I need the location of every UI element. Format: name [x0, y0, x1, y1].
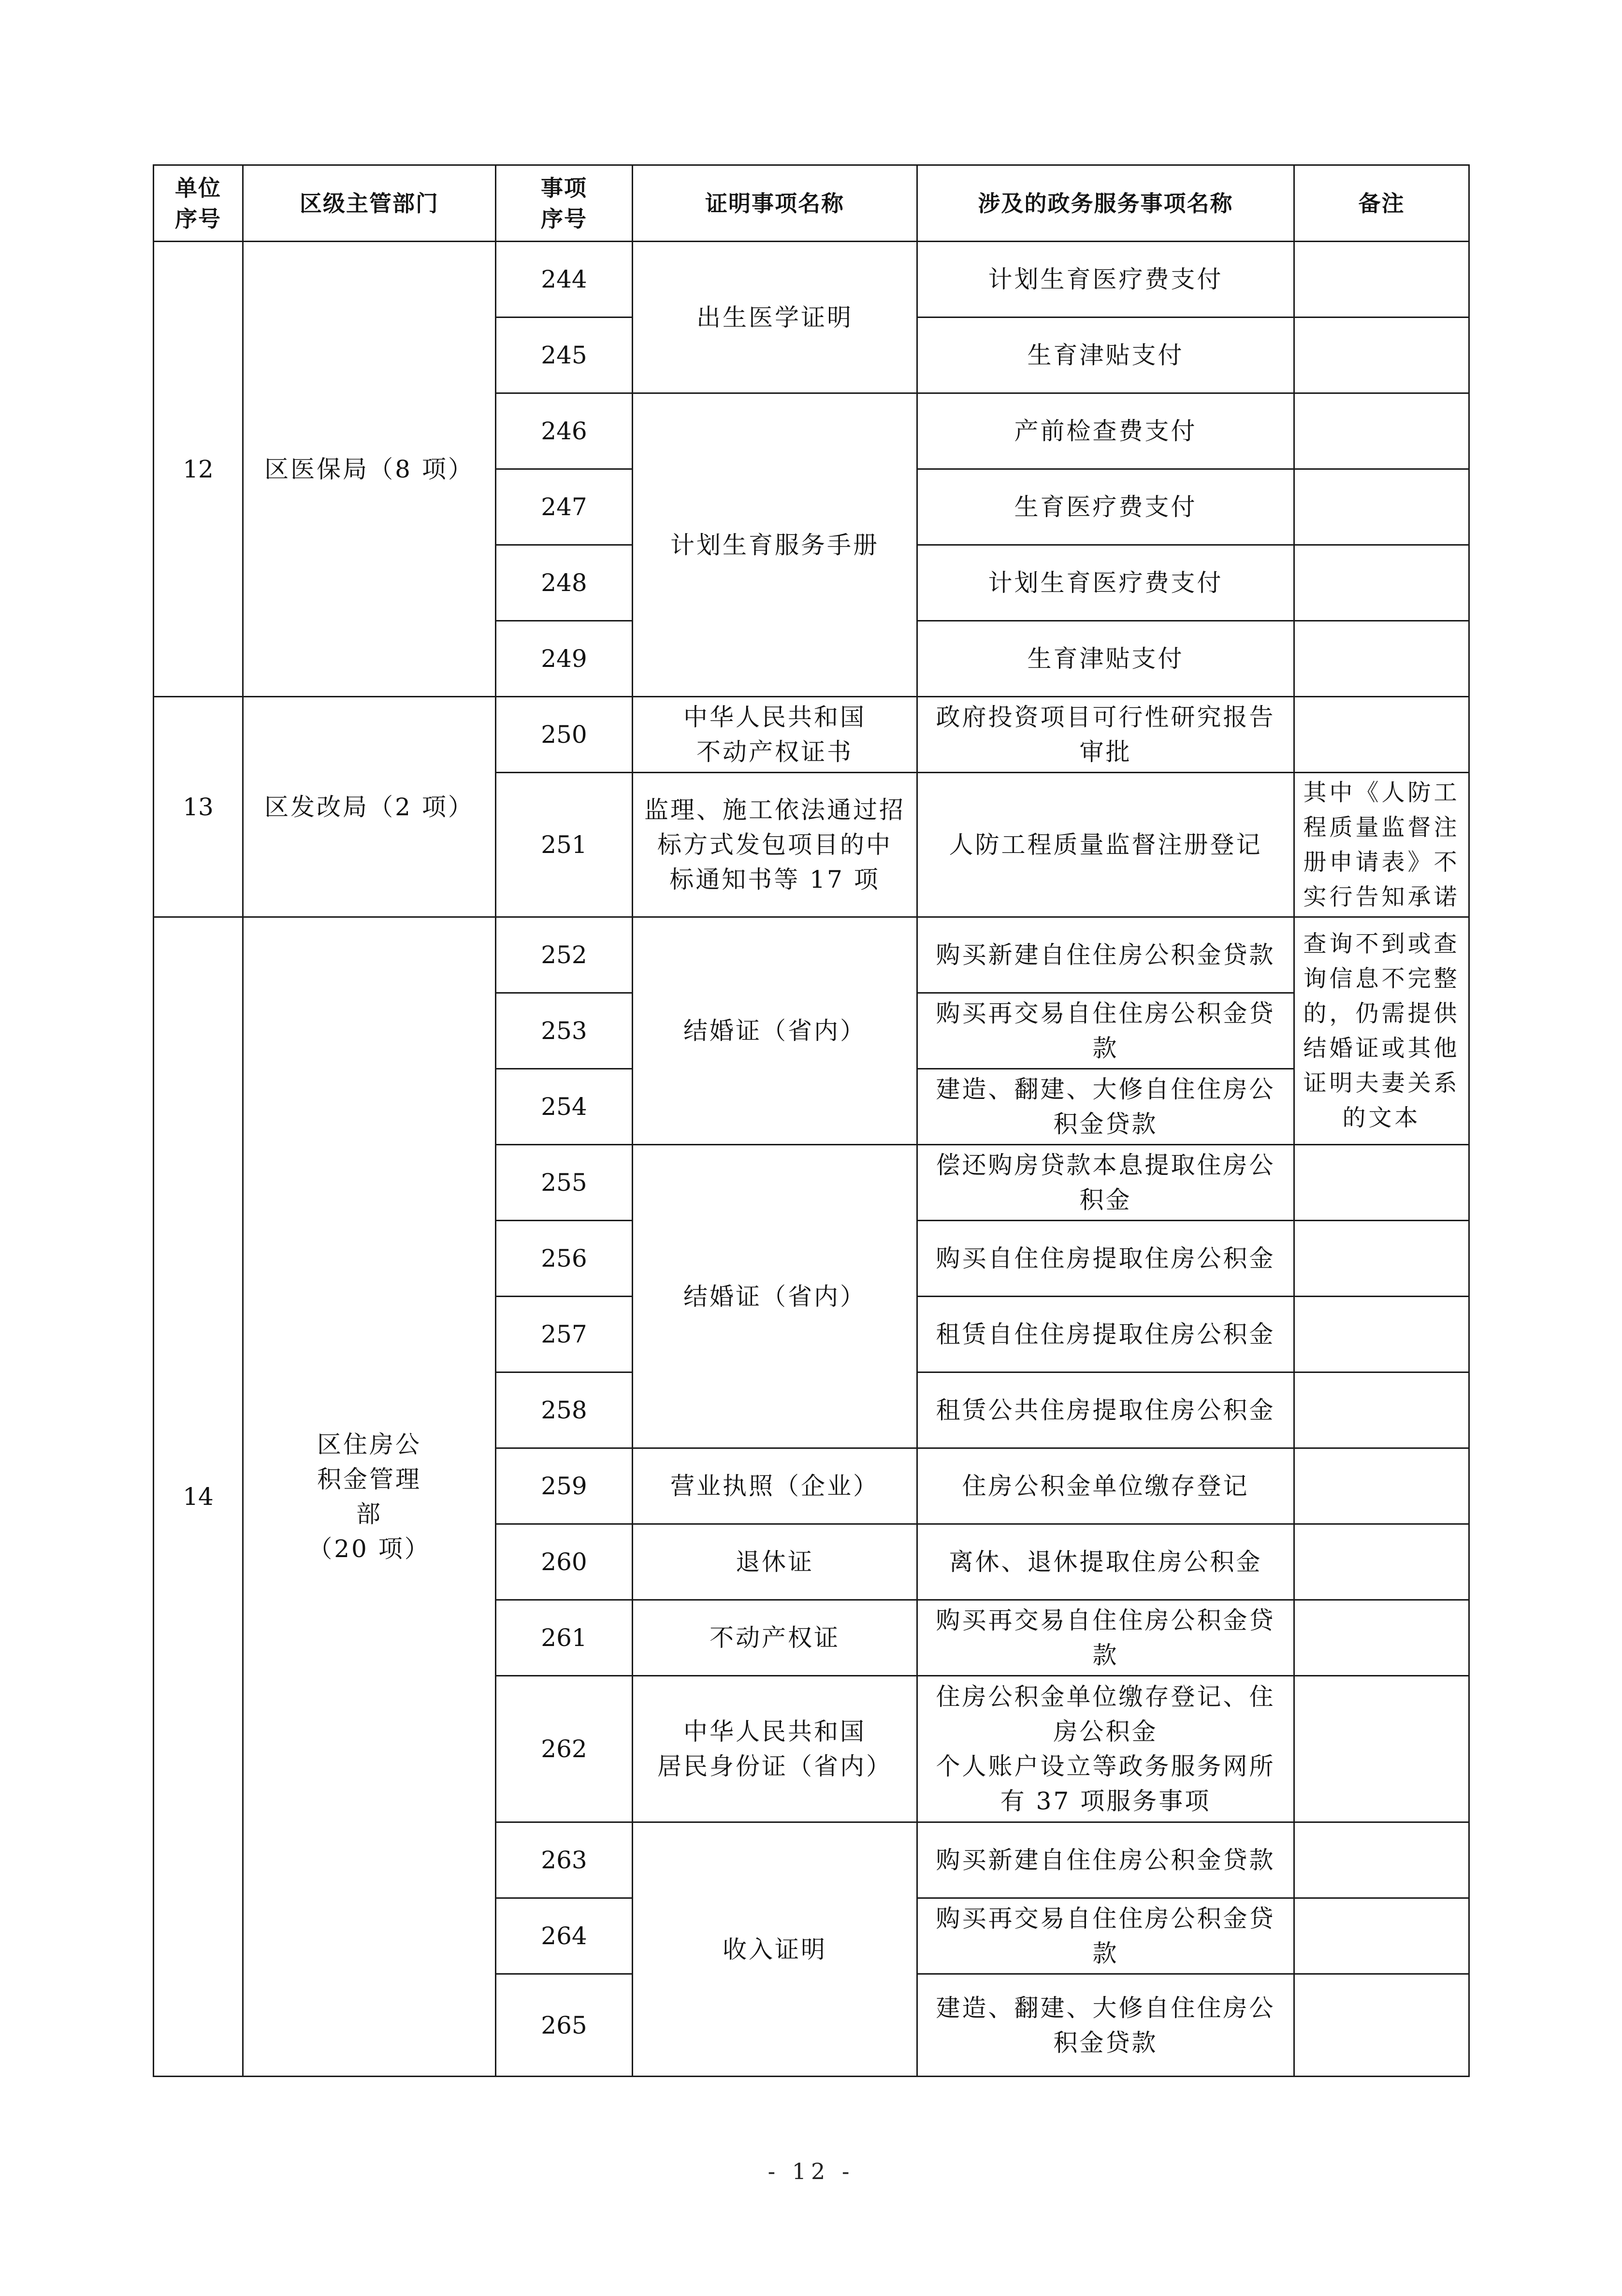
service-cell: 建造、翻建、大修自住住房公 积金贷款	[917, 1974, 1294, 2077]
remarks-cell	[1294, 1974, 1469, 2077]
service-cell: 计划生育医疗费支付	[917, 242, 1294, 318]
remarks-cell: 其中《人防工 程质量监督注 册申请表》不 实行告知承诺	[1294, 773, 1469, 917]
unit-no-cell: 14	[154, 917, 243, 2077]
remarks-cell	[1294, 545, 1469, 621]
remarks-cell	[1294, 393, 1469, 469]
department-cell: 区发改局（2 项）	[243, 697, 496, 917]
item-no-cell: 248	[496, 545, 633, 621]
unit-no-cell: 13	[154, 697, 243, 917]
certificate-cell: 中华人民共和国 居民身份证（省内）	[633, 1676, 917, 1822]
service-cell: 离休、退休提取住房公积金	[917, 1524, 1294, 1600]
service-cell: 购买再交易自住住房公积金贷 款	[917, 1600, 1294, 1676]
remarks-cell	[1294, 1297, 1469, 1372]
page-number: - 12 -	[768, 2158, 854, 2184]
table-row	[154, 917, 1469, 993]
service-cell: 生育医疗费支付	[917, 469, 1294, 545]
item-no-cell: 260	[496, 1524, 633, 1600]
service-cell: 建造、翻建、大修自住住房公 积金贷款	[917, 1069, 1294, 1145]
remarks-cell	[1294, 1524, 1469, 1600]
item-no-cell: 244	[496, 242, 633, 318]
remarks-cell	[1294, 621, 1469, 697]
department-cell: 区住房公 积金管理 部 （20 项）	[243, 917, 496, 2077]
service-cell: 计划生育医疗费支付	[917, 545, 1294, 621]
certificate-cell: 中华人民共和国 不动产权证书	[633, 697, 917, 773]
item-no-cell: 247	[496, 469, 633, 545]
item-no-cell: 259	[496, 1448, 633, 1524]
service-cell: 住房公积金单位缴存登记	[917, 1448, 1294, 1524]
certification-matters-table	[153, 164, 1470, 2077]
remarks-cell	[1294, 469, 1469, 545]
department-cell: 区医保局（8 项）	[243, 242, 496, 697]
certificate-cell: 结婚证（省内）	[633, 917, 917, 1145]
service-cell: 住房公积金单位缴存登记、住 房公积金 个人账户设立等政务服务网所 有 37 项服务事项	[917, 1676, 1294, 1822]
remarks-cell	[1294, 1600, 1469, 1676]
item-no-cell: 250	[496, 697, 633, 773]
remarks-cell	[1294, 697, 1469, 773]
certificate-cell: 出生医学证明	[633, 242, 917, 393]
remarks-cell: 查询不到或查 询信息不完整 的，仍需提供 结婚证或其他 证明夫妻关系 的文本	[1294, 917, 1469, 1145]
item-no-cell: 262	[496, 1676, 633, 1822]
remarks-cell	[1294, 242, 1469, 318]
certificate-cell: 计划生育服务手册	[633, 393, 917, 697]
service-cell: 购买再交易自住住房公积金贷 款	[917, 993, 1294, 1069]
service-cell: 购买新建自住住房公积金贷款	[917, 917, 1294, 993]
service-cell: 政府投资项目可行性研究报告 审批	[917, 697, 1294, 773]
remarks-cell	[1294, 1676, 1469, 1822]
certificate-cell: 结婚证（省内）	[633, 1145, 917, 1448]
service-cell: 生育津贴支付	[917, 621, 1294, 697]
service-cell: 租赁公共住房提取住房公积金	[917, 1372, 1294, 1448]
header-row	[154, 165, 1469, 242]
table-row	[154, 697, 1469, 773]
item-no-cell: 257	[496, 1297, 633, 1372]
item-no-cell: 245	[496, 318, 633, 393]
item-no-cell: 253	[496, 993, 633, 1069]
header-item-no: 事项 序号	[496, 165, 633, 242]
service-cell: 人防工程质量监督注册登记	[917, 773, 1294, 917]
certificate-cell: 退休证	[633, 1524, 917, 1600]
certificate-cell: 监理、施工依法通过招 标方式发包项目的中 标通知书等 17 项	[633, 773, 917, 917]
header-remarks: 备注	[1294, 165, 1469, 242]
service-cell: 生育津贴支付	[917, 318, 1294, 393]
header-department: 区级主管部门	[243, 165, 496, 242]
item-no-cell: 254	[496, 1069, 633, 1145]
item-no-cell: 255	[496, 1145, 633, 1221]
item-no-cell: 258	[496, 1372, 633, 1448]
service-cell: 购买再交易自住住房公积金贷 款	[917, 1898, 1294, 1974]
item-no-cell: 249	[496, 621, 633, 697]
certificate-cell: 不动产权证	[633, 1600, 917, 1676]
unit-no-cell: 12	[154, 242, 243, 697]
header-service: 涉及的政务服务事项名称	[917, 165, 1294, 242]
item-no-cell: 264	[496, 1898, 633, 1974]
item-no-cell: 265	[496, 1974, 633, 2077]
service-cell: 租赁自住住房提取住房公积金	[917, 1297, 1294, 1372]
item-no-cell: 252	[496, 917, 633, 993]
header-unit-no: 单位 序号	[154, 165, 243, 242]
remarks-cell	[1294, 1448, 1469, 1524]
service-cell: 购买自住住房提取住房公积金	[917, 1221, 1294, 1297]
table-row	[154, 242, 1469, 318]
remarks-cell	[1294, 1898, 1469, 1974]
remarks-cell	[1294, 318, 1469, 393]
item-no-cell: 246	[496, 393, 633, 469]
service-cell: 购买新建自住住房公积金贷款	[917, 1822, 1294, 1898]
certificate-cell: 收入证明	[633, 1822, 917, 2077]
service-cell: 产前检查费支付	[917, 393, 1294, 469]
remarks-cell	[1294, 1822, 1469, 1898]
certificate-cell: 营业执照（企业）	[633, 1448, 917, 1524]
item-no-cell: 251	[496, 773, 633, 917]
service-cell: 偿还购房贷款本息提取住房公 积金	[917, 1145, 1294, 1221]
item-no-cell: 261	[496, 1600, 633, 1676]
remarks-cell	[1294, 1221, 1469, 1297]
item-no-cell: 263	[496, 1822, 633, 1898]
header-certificate: 证明事项名称	[633, 165, 917, 242]
item-no-cell: 256	[496, 1221, 633, 1297]
remarks-cell	[1294, 1372, 1469, 1448]
remarks-cell	[1294, 1145, 1469, 1221]
